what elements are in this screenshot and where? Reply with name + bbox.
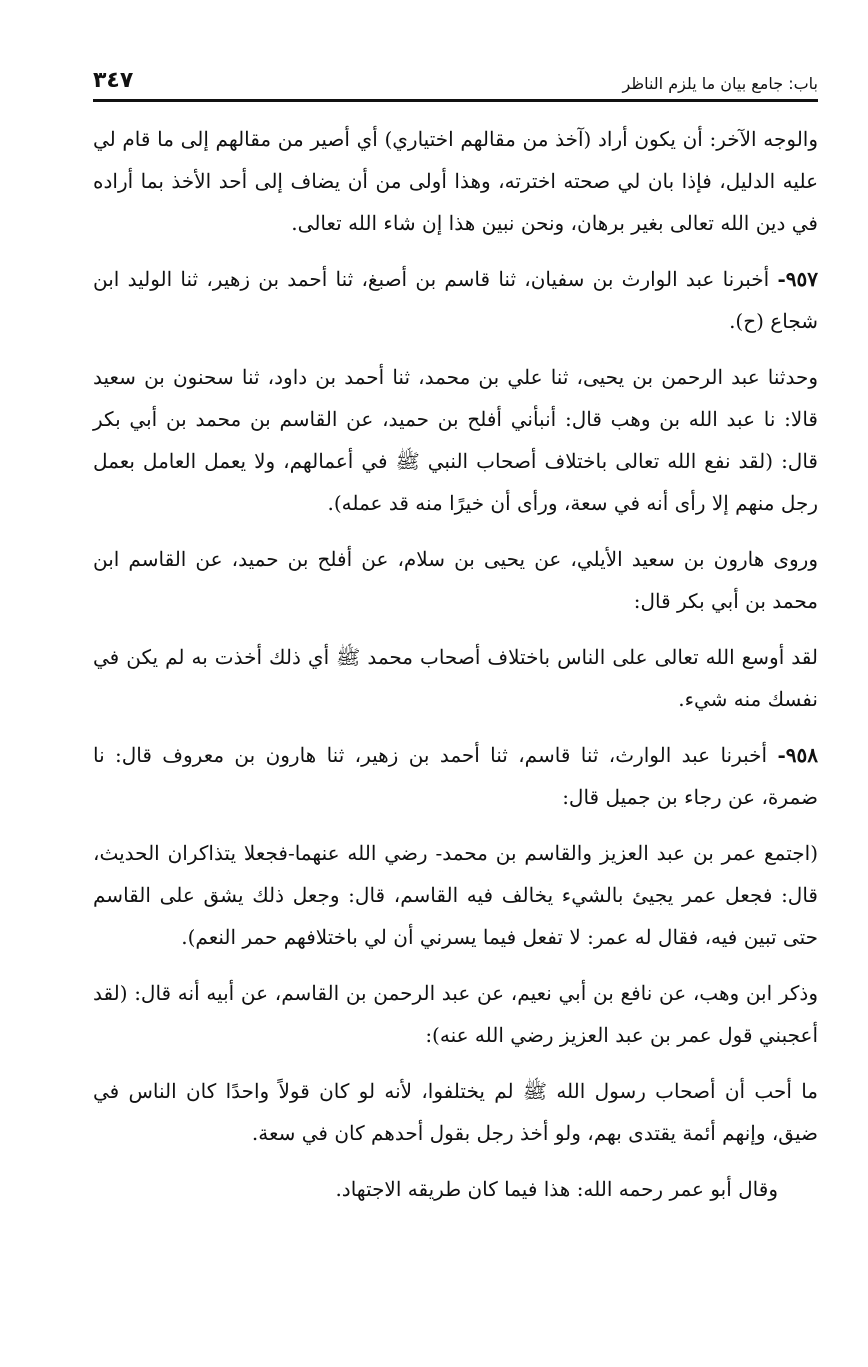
page-body: [93, 118, 818, 1224]
hadith-number: ٩٥٧-: [777, 267, 818, 291]
paragraph: [93, 538, 818, 622]
header-rule: [93, 99, 818, 102]
paragraph: [93, 1168, 818, 1210]
paragraph: [93, 258, 818, 342]
page-header: [93, 68, 818, 98]
paragraph-text: ما أحب أن أصحاب رسول الله ﷺ لم يختلفوا، لأنه لو كان قولاً واحدًا كان الناس في ضيق، وإنهم أئمة يقتدى بهم، ولو أخذ رجل بقول أحدهم كان في سعة.: [93, 1079, 818, 1145]
paragraph-text: وحدثنا عبد الرحمن بن يحيى، ثنا علي بن محمد، ثنا أحمد بن داود، ثنا سحنون بن سعيد قالا: نا عبد الله بن وهب قال: أنبأني أفلح بن حميد، عن القاسم بن محمد بن أبي بكر قال: (لقد نفع الله تعالى باختلاف أصحاب النبي ﷺ في أعمالهم، ولا يعمل العامل بعمل رجل منهم إلا رأى أنه في سعة، ورأى أن خيرًا منه قد عمله).: [93, 365, 818, 515]
paragraph: [93, 1070, 818, 1154]
hadith-number: ٩٥٨-: [777, 743, 818, 767]
paragraph: [93, 972, 818, 1056]
paragraph-text: والوجه الآخر: أن يكون أراد (آخذ من مقالهم اختياري) أي أصير من مقالهم إلى ما قام لي عليه الدليل، فإذا بان لي صحته اخترته، وهذا أولى من أن يضاف إلى أحد الأخذ بما أراده في دين الله تعالى بغير برهان، ونحن نبين هذا إن شاء الله تعالى.: [93, 127, 818, 235]
paragraph-text: وروى هارون بن سعيد الأيلي، عن يحيى بن سلام، عن أفلح بن حميد، عن القاسم ابن محمد بن أبي بكر قال:: [93, 547, 818, 613]
paragraph-text: وقال أبو عمر رحمه الله: هذا فيما كان طريقه الاجتهاد.: [335, 1177, 778, 1201]
paragraph: [93, 636, 818, 720]
paragraph: [93, 734, 818, 818]
paragraph-text: وذكر ابن وهب، عن نافع بن أبي نعيم، عن عبد الرحمن بن القاسم، عن أبيه أنه قال: (لقد أعجبني قول عمر بن عبد العزيز رضي الله عنه):: [93, 981, 818, 1047]
paragraph-text: أخبرنا عبد الوارث، ثنا قاسم، ثنا أحمد بن زهير، ثنا هارون بن معروف قال: نا ضمرة، عن رجاء بن جميل قال:: [93, 743, 818, 809]
running-title: باب: جامع بيان ما يلزم الناظر: [622, 74, 818, 93]
page-number: ٣٤٧: [93, 68, 134, 93]
paragraph-text: أخبرنا عبد الوارث بن سفيان، ثنا قاسم بن أصبغ، ثنا أحمد بن زهير، ثنا الوليد ابن شجاع (ح).: [93, 267, 818, 333]
paragraph: [93, 118, 818, 244]
paragraph: [93, 356, 818, 524]
paragraph-text: لقد أوسع الله تعالى على الناس باختلاف أصحاب محمد ﷺ أي ذلك أخذت به لم يكن في نفسك منه شيء.: [93, 645, 818, 711]
paragraph-text: (اجتمع عمر بن عبد العزيز والقاسم بن محمد- رضي الله عنهما-فجعلا يتذاكران الحديث، قال: فجعل عمر يجيئ بالشيء يخالف فيه القاسم، قال: وجعل ذلك يشق على القاسم حتى تبين فيه، فقال له عمر: لا تفعل فيما يسرني أن لي باختلافهم حمر النعم).: [93, 841, 818, 949]
paragraph: [93, 832, 818, 958]
